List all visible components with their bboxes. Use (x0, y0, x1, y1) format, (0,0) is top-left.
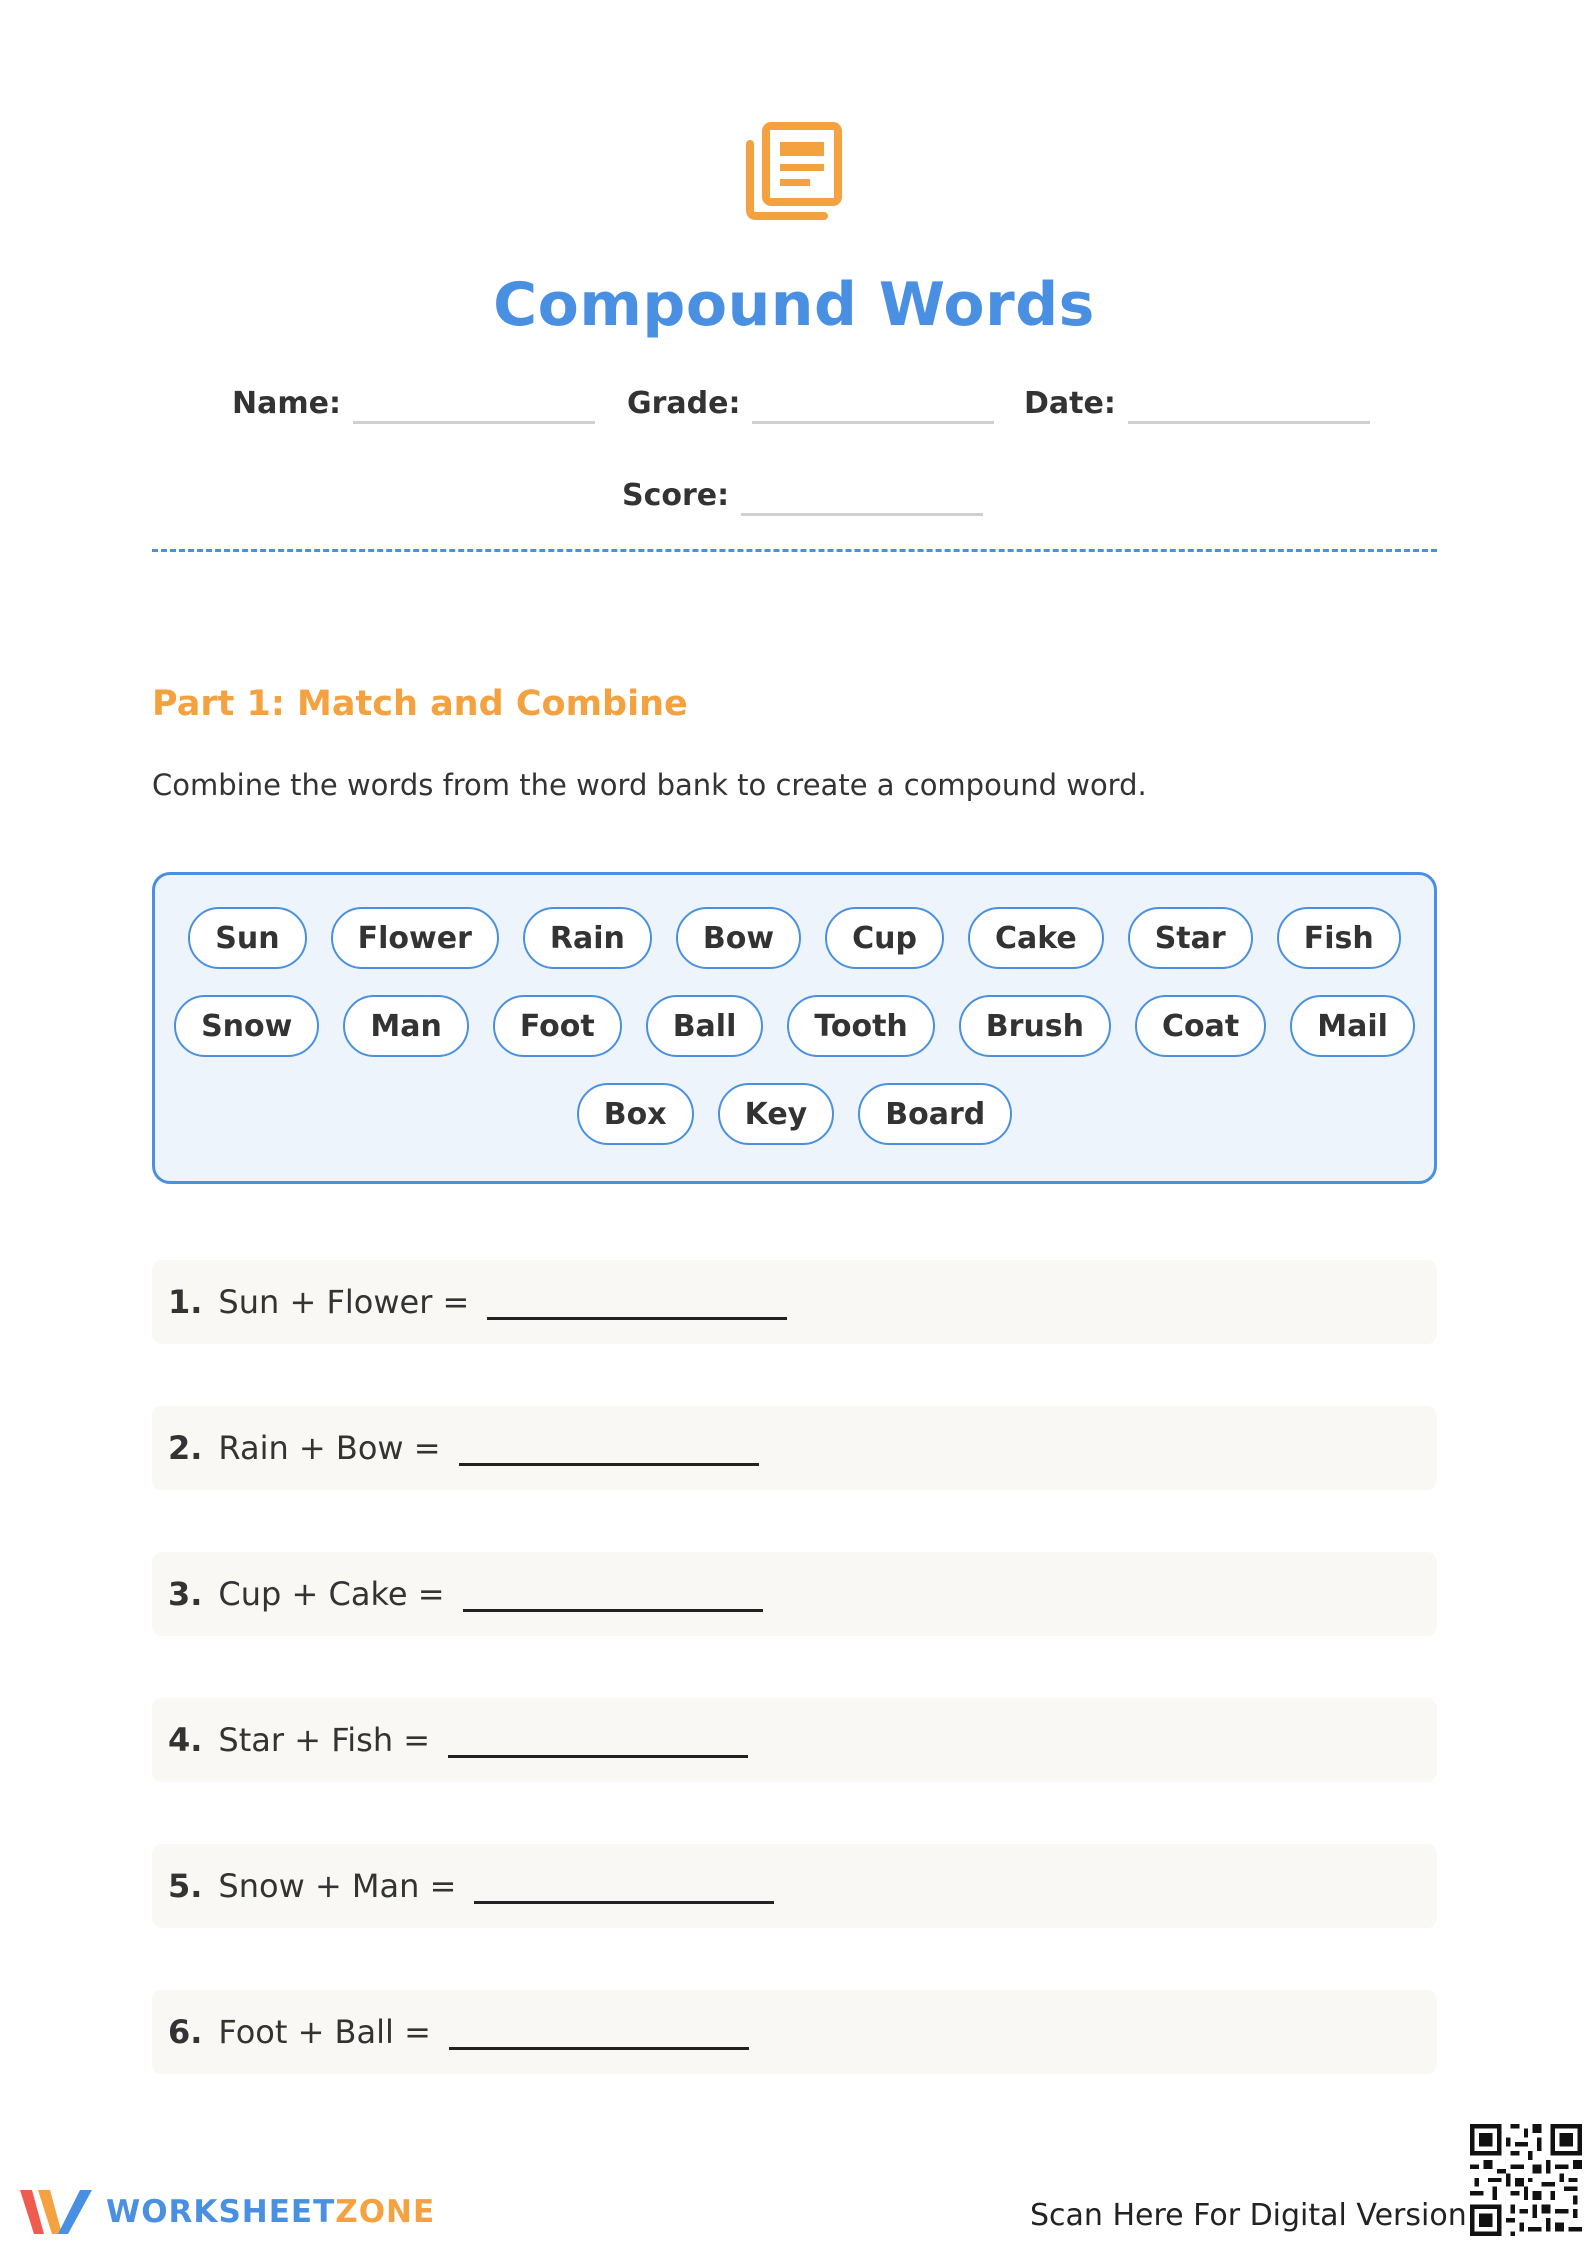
question-item (152, 1552, 1437, 1636)
answer-blank[interactable] (474, 1901, 774, 1904)
page-title: Compound Words (493, 270, 1095, 340)
question-number: 2. (168, 1429, 203, 1467)
name-field (232, 382, 595, 426)
word-chip: Ball (646, 995, 764, 1057)
word-chip: Brush (959, 995, 1111, 1057)
word-bank (152, 872, 1437, 1184)
logo-text (106, 2194, 435, 2230)
name-label: Name: (232, 386, 341, 421)
word-chip: Board (858, 1083, 1012, 1145)
answer-blank[interactable] (449, 2047, 749, 2050)
question-number: 6. (168, 2013, 203, 2051)
question-item (152, 1698, 1437, 1782)
answer-blank[interactable] (487, 1317, 787, 1320)
part1-instructions: Combine the words from the word bank to create a compound word. (152, 768, 1147, 802)
question-text: Snow + Man = (218, 1867, 457, 1905)
question-number: 4. (168, 1721, 203, 1759)
word-chip: Fish (1277, 907, 1401, 969)
word-bank-row-2 (155, 995, 1434, 1057)
question-item (152, 1844, 1437, 1928)
word-chip: Foot (493, 995, 622, 1057)
logo-mark-icon (18, 2184, 94, 2240)
answer-blank[interactable] (448, 1755, 748, 1758)
word-chip: Man (343, 995, 468, 1057)
question-number: 3. (168, 1575, 203, 1613)
grade-field (627, 382, 994, 426)
question-number: 5. (168, 1867, 203, 1905)
question-text: Cup + Cake = (218, 1575, 445, 1613)
question-item (152, 1406, 1437, 1490)
question-text: Sun + Flower = (218, 1283, 470, 1321)
answer-blank[interactable] (463, 1609, 763, 1612)
newspaper-icon (740, 118, 846, 224)
date-field (1024, 382, 1370, 426)
scan-caption: Scan Here For Digital Version (1030, 2198, 1467, 2233)
word-chip: Snow (174, 995, 319, 1057)
word-chip: Cup (825, 907, 944, 969)
word-chip: Box (577, 1083, 694, 1145)
question-item (152, 1990, 1437, 2074)
word-bank-row-3 (155, 1083, 1434, 1145)
score-input-line[interactable] (741, 513, 983, 516)
word-chip: Mail (1290, 995, 1415, 1057)
word-chip: Key (718, 1083, 835, 1145)
worksheetzone-logo[interactable] (18, 2184, 435, 2240)
logo-text-part1: WORKSHEET (106, 2194, 336, 2230)
section-divider (152, 549, 1437, 552)
date-label: Date: (1024, 386, 1116, 421)
date-input-line[interactable] (1128, 421, 1370, 424)
word-chip: Tooth (787, 995, 934, 1057)
word-chip: Flower (331, 907, 499, 969)
qr-code-icon[interactable] (1470, 2124, 1582, 2236)
question-number: 1. (168, 1283, 203, 1321)
logo-text-part2: ZONE (335, 2194, 436, 2230)
word-chip: Rain (523, 907, 652, 969)
score-label: Score: (622, 478, 730, 513)
grade-label: Grade: (627, 386, 741, 421)
part1-title: Part 1: Match and Combine (152, 684, 688, 724)
name-input-line[interactable] (353, 421, 595, 424)
word-chip: Star (1128, 907, 1253, 969)
question-item (152, 1260, 1437, 1344)
question-text: Star + Fish = (218, 1721, 431, 1759)
word-bank-row-1 (155, 907, 1434, 969)
word-chip: Sun (188, 907, 306, 969)
question-text: Rain + Bow = (218, 1429, 441, 1467)
word-chip: Coat (1135, 995, 1266, 1057)
word-chip: Bow (676, 907, 801, 969)
answer-blank[interactable] (459, 1463, 759, 1466)
grade-input-line[interactable] (752, 421, 994, 424)
score-field (622, 474, 983, 518)
question-text: Foot + Ball = (218, 2013, 431, 2051)
word-chip: Cake (968, 907, 1104, 969)
